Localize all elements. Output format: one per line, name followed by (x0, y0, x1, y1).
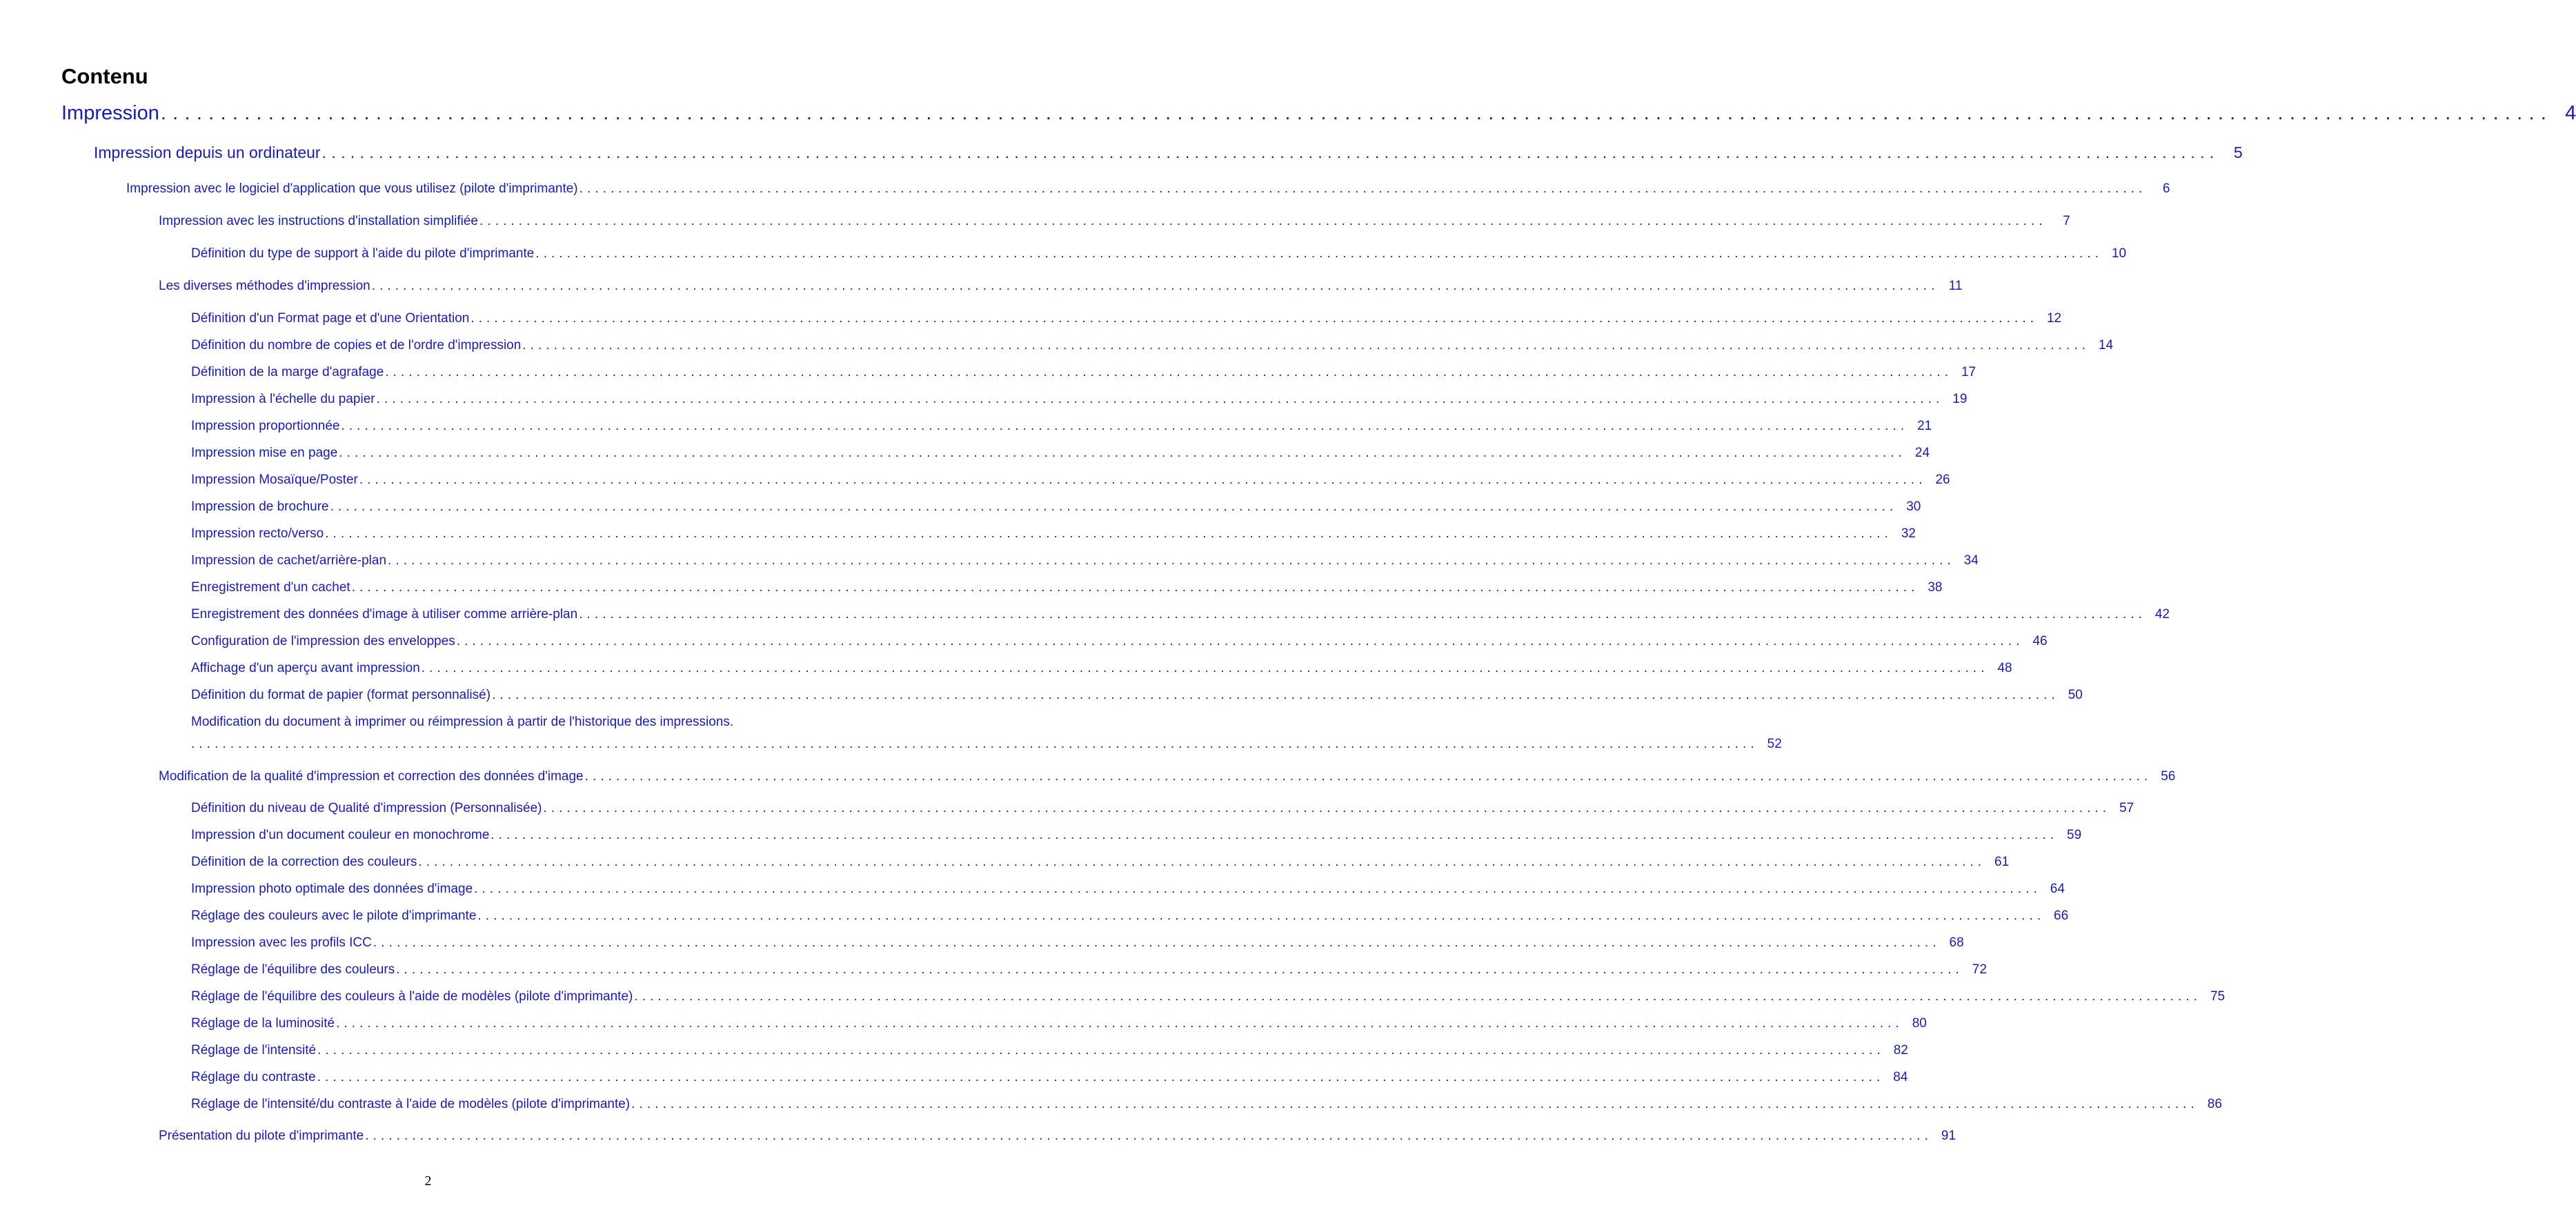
toc-entry[interactable] (159, 214, 2070, 229)
toc-entry-page: 10 (2111, 246, 2127, 261)
toc-entry-title[interactable]: Définition de la marge d'agrafage (191, 365, 384, 379)
toc-entry-page: 26 (1935, 473, 1950, 487)
toc-entry-title[interactable]: Réglage de la luminosité (191, 1016, 335, 1031)
toc-entry[interactable] (61, 102, 2576, 125)
toc-entry-title[interactable]: Impression proportionnée (191, 419, 340, 433)
toc-entry-title[interactable]: Impression de brochure (191, 499, 329, 514)
toc-leader-dots: ........................................................................................................................................................................................................ (479, 214, 2047, 228)
toc-entry-page: 24 (1914, 446, 1930, 460)
toc-leader-dots: ........................................................................................................................................................................................................ (418, 855, 1986, 869)
toc-leader-dots: ........................................................................................................................................................................................................ (376, 392, 1944, 406)
toc-leader-dots: ........................................................................................................................................................................................................ (341, 419, 1909, 433)
toc-entry-title[interactable]: Impression recto/verso (191, 526, 324, 541)
toc-entry[interactable] (191, 446, 1930, 461)
toc-leader-dots: ........................................................................................................................................................................................................ (456, 634, 2024, 648)
toc-leader-dots: ........................................................................................................................................................................................................ (365, 1129, 1933, 1143)
toc-entry[interactable] (191, 246, 2127, 261)
toc-leader-dots: ........................................................................................................................................................................................................ (388, 553, 1955, 568)
toc-leader-dots: ........................................................................................................................................................................................................ (631, 1097, 2199, 1111)
toc-leader-dots: ........................................................................................................................................................................................................ (543, 801, 2111, 815)
toc-entry-page: 32 (1901, 526, 1916, 541)
toc-entry-title[interactable]: Impression photo optimale des données d'image (191, 882, 473, 896)
toc-entry[interactable] (191, 1070, 1908, 1085)
toc-entry-page: 21 (1917, 419, 1932, 433)
toc-entry-page: 14 (2098, 338, 2114, 353)
toc-leader-dots: ........................................................................................................................................................................................................ (160, 102, 2553, 124)
toc-entry-title[interactable]: Impression Mosaïque/Poster (191, 473, 358, 487)
toc-entry[interactable] (191, 882, 2065, 897)
toc-entry-title[interactable]: Impression d'un document couleur en monochrome (191, 828, 490, 842)
toc-leader-dots: ........................................................................................................................................................................................................ (191, 737, 1758, 751)
toc-entry[interactable] (191, 634, 2048, 649)
toc-leader-dots: ........................................................................................................................................................................................................ (421, 661, 1989, 675)
toc-leader-dots: ........................................................................................................................................................................................................ (336, 1016, 1903, 1031)
toc-entry[interactable] (191, 526, 1916, 542)
toc-entry[interactable] (191, 392, 1968, 407)
toc-entry-title-wrapped[interactable]: Modification du document à imprimer ou réimpression à partir de l'historique des impressions. (191, 715, 734, 729)
toc-entry[interactable] (159, 279, 1963, 294)
toc-entry[interactable] (191, 737, 1782, 752)
toc-entry-title[interactable]: Définition du niveau de Qualité d'impression (Personnalisée) (191, 801, 542, 815)
toc-entry[interactable] (191, 311, 2062, 326)
toc-entry-title[interactable]: Réglage de l'intensité/du contraste à l'aide de modèles (pilote d'imprimante) (191, 1097, 631, 1111)
toc-entry-title[interactable]: Réglage de l'équilibre des couleurs (191, 962, 395, 977)
toc-leader-dots: ........................................................................................................................................................................................................ (373, 935, 1941, 950)
toc-entry[interactable] (191, 419, 1932, 434)
toc-leader-dots: ........................................................................................................................................................................................................ (491, 828, 2059, 842)
toc-leader-dots: ........................................................................................................................................................................................................ (339, 446, 1907, 460)
toc-entry-title[interactable]: Définition du type de support à l'aide du pilote d'imprimante (191, 246, 535, 261)
toc-entry[interactable] (191, 473, 1950, 488)
toc-leader-dots: ........................................................................................................................................................................................................ (535, 246, 2103, 261)
toc-entry[interactable] (191, 553, 1979, 568)
toc-entry[interactable] (191, 909, 2069, 924)
toc-entry-title[interactable]: Impression depuis un ordinateur (94, 143, 321, 161)
toc-entry-page: 64 (2050, 882, 2065, 896)
toc-leader-dots: ........................................................................................................................................................................................................ (477, 909, 2045, 923)
toc-entry[interactable] (94, 143, 2243, 162)
toc-entry-page: 82 (1893, 1043, 1908, 1058)
toc-leader-dots: ........................................................................................................................................................................................................ (492, 688, 2059, 702)
toc-entry-title[interactable]: Impression à l'échelle du papier (191, 392, 375, 406)
toc-entry-page: 19 (1952, 392, 1968, 406)
toc-entry[interactable] (191, 962, 1987, 978)
toc-entry-page: 61 (1994, 855, 2010, 869)
toc-leader-dots: ........................................................................................................................................................................................................ (317, 1070, 1885, 1084)
toc-entry-title[interactable]: Impression avec les instructions d'installation simplifiée (159, 214, 478, 228)
toc-entry-page: 80 (1912, 1016, 1927, 1031)
toc-entry[interactable] (191, 661, 2012, 676)
toc-entry-page: 86 (2207, 1097, 2222, 1111)
toc-entry-page: 52 (1767, 737, 1782, 751)
toc-entry-title[interactable]: Impression mise en page (191, 446, 338, 460)
toc-entry[interactable] (191, 1043, 1908, 1058)
toc-leader-dots: ........................................................................................................................................................................................................ (325, 526, 1892, 541)
toc-entry-title[interactable]: Réglage de l'équilibre des couleurs à l'aide de modèles (pilote d'imprimante) (191, 989, 633, 1004)
page-number: 2 (424, 1173, 432, 1189)
toc-entry-title[interactable]: Réglage du contraste (191, 1070, 316, 1084)
toc-entry-title[interactable]: Réglage des couleurs avec le pilote d'imprimante (191, 909, 477, 923)
toc-entry-page: 4 (2565, 102, 2576, 124)
toc-entry-page: 5 (2233, 143, 2243, 161)
toc-entry-title[interactable]: Configuration de l'impression des enveloppes (191, 634, 455, 648)
toc-leader-dots: ........................................................................................................................................................................................................ (371, 279, 1939, 293)
toc-entry-page: 17 (1961, 365, 1976, 379)
toc-entry-title[interactable]: Les diverses méthodes d'impression (159, 279, 370, 293)
toc-entry[interactable] (191, 801, 2134, 816)
toc-entry-title[interactable]: Enregistrement d'un cachet (191, 580, 350, 595)
toc-entry[interactable] (191, 499, 1921, 515)
toc-entry[interactable] (191, 855, 2010, 870)
toc-entry-page: 30 (1906, 499, 1921, 514)
toc-entry-page: 46 (2032, 634, 2048, 648)
toc-entry[interactable] (191, 989, 2226, 1004)
toc-leader-dots: ........................................................................................................................................................................................................ (634, 989, 2202, 1004)
toc-leader-dots: ........................................................................................................................................................................................................ (359, 473, 1927, 487)
toc-entry-title[interactable]: Affichage d'un aperçu avant impression (191, 661, 420, 675)
toc-entry-page: 50 (2068, 688, 2083, 702)
toc-entry[interactable] (191, 607, 2170, 622)
toc-entry[interactable] (191, 338, 2114, 353)
toc-entry-page: 84 (1893, 1070, 1908, 1084)
toc-entry-page: 59 (2067, 828, 2082, 842)
toc-entry-page: 34 (1963, 553, 1979, 568)
toc-entry-title[interactable]: Présentation du pilote d'imprimante (159, 1129, 364, 1143)
toc-entry-page: 56 (2161, 769, 2176, 784)
toc-entry-title[interactable]: Modification de la qualité d'impression et correction des données d'image (159, 769, 584, 784)
toc-entry[interactable] (191, 688, 2083, 703)
toc-leader-dots: ........................................................................................................................................................................................................ (579, 607, 2146, 622)
toc-entry[interactable] (159, 1129, 1956, 1144)
toc-entry-page: 42 (2154, 607, 2170, 622)
toc-entry-title[interactable]: Réglage de l'intensité (191, 1043, 317, 1058)
toc-entry[interactable] (159, 769, 2176, 784)
toc-entry-page: 38 (1928, 580, 1943, 595)
toc-leader-dots: ........................................................................................................................................................................................................ (579, 181, 2147, 196)
toc-entry-page: 11 (1948, 279, 1963, 293)
toc-leader-dots: ........................................................................................................................................................................................................ (470, 311, 2039, 326)
toc-entry-title[interactable]: Impression avec le logiciel d'application que vous utilisez (pilote d'imprimante) (126, 181, 578, 196)
toc-leader-dots: ........................................................................................................................................................................................................ (317, 1043, 1885, 1058)
page-title: Contenu (61, 64, 148, 88)
toc-entry-page: 12 (2046, 311, 2062, 326)
toc-leader-dots: ........................................................................................................................................................................................................ (396, 962, 1963, 977)
toc-entry-title[interactable]: Définition de la correction des couleurs (191, 855, 417, 869)
toc-entry[interactable] (191, 365, 1976, 380)
toc-leader-dots: ........................................................................................................................................................................................................ (330, 499, 1898, 514)
toc-entry[interactable] (191, 1016, 1927, 1031)
toc-entry-page: 57 (2119, 801, 2134, 815)
toc-entry-page: 66 (2054, 909, 2069, 923)
toc-entry-title[interactable]: Impression (61, 102, 159, 124)
toc-leader-dots: ........................................................................................................................................................................................................ (385, 365, 1953, 379)
toc-leader-dots: ........................................................................................................................................................................................................ (321, 143, 2219, 161)
toc-entry-page: 48 (1997, 661, 2012, 675)
toc-entry-title[interactable]: Impression avec les profils ICC (191, 935, 372, 950)
toc-leader-dots: ........................................................................................................................................................................................................ (522, 338, 2090, 353)
toc-leader-dots: ........................................................................................................................................................................................................ (584, 769, 2152, 784)
toc-entry-title[interactable]: Définition du nombre de copies et de l'ordre d'impression (191, 338, 522, 353)
toc-entry-page: 72 (1972, 962, 1987, 977)
toc-entry[interactable] (191, 580, 1943, 595)
toc-entry-page: 75 (2210, 989, 2226, 1004)
toc-entry[interactable] (191, 1097, 2222, 1112)
toc-entry-title[interactable]: Enregistrement des données d'image à utiliser comme arrière-plan (191, 607, 578, 622)
toc-entry-page: 6 (2162, 181, 2170, 196)
toc-entry-page: 91 (1941, 1129, 1956, 1143)
toc-leader-dots: ........................................................................................................................................................................................................ (351, 580, 1919, 595)
toc-entry-title[interactable]: Impression de cachet/arrière-plan (191, 553, 387, 568)
toc-entry[interactable] (191, 828, 2082, 843)
toc-entry[interactable] (191, 935, 1964, 951)
toc-leader-dots: ........................................................................................................................................................................................................ (474, 882, 2041, 896)
toc-entry-title[interactable]: Définition d'un Format page et d'une Orientation (191, 311, 470, 326)
toc-entry-title[interactable]: Définition du format de papier (format personnalisé) (191, 688, 491, 702)
toc-entry-page: 68 (1949, 935, 1964, 950)
toc-entry-page: 7 (2063, 214, 2070, 228)
toc-entry[interactable] (126, 181, 2170, 197)
